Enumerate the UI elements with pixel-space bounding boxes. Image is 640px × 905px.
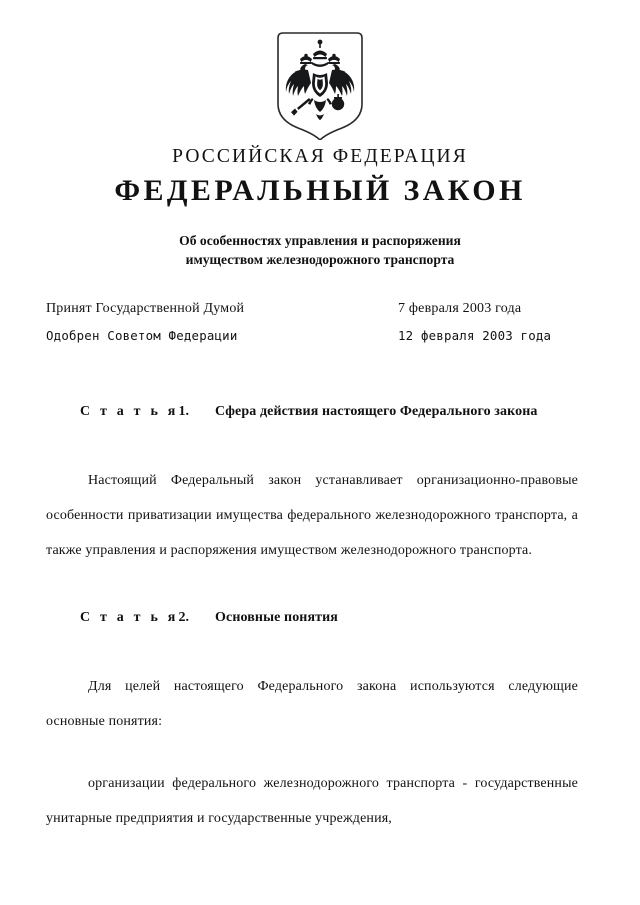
document-subtitle: [0, 231, 640, 270]
article-1-paragraph-1: Настоящий Федеральный закон устанавливает организационно-правовые особенности приватизации имущества федерального железнодорожного транспорта, а также управления и распоряжения имуществом железнодорожного транспорта.: [46, 472, 578, 558]
spacer: [46, 739, 578, 766]
article-title-2: Основные понятия: [215, 609, 338, 625]
article-title-1: Сфера действия настоящего Федерального закона: [215, 404, 538, 419]
article-2-paragraph-1: Для целей настоящего Федерального закона используются следующие основные понятия:: [46, 678, 578, 729]
spacer: [46, 627, 578, 669]
article-marker-word-2: С т а т ь я: [80, 609, 179, 625]
emblem-container: [0, 28, 640, 140]
law-title: ФЕДЕРАЛЬНЫЙ ЗАКОН: [114, 174, 526, 208]
subtitle-line-1: Об особенностях управления и распоряжения: [179, 233, 461, 248]
adoption-date-council: 12 февраля 2003 года: [398, 328, 552, 343]
adoption-date-duma: 7 февраля 2003 года: [398, 301, 522, 316]
article-heading-2: [80, 610, 578, 627]
country-title: РОССИЙСКАЯ ФЕДЕРАЦИЯ: [172, 146, 468, 167]
adoption-label-duma: Принят Государственной Думой: [46, 301, 245, 316]
adoption-row-council: [46, 328, 578, 355]
adoption-row-duma: [46, 301, 578, 328]
document-body: [46, 404, 578, 836]
title-block: [0, 146, 640, 208]
subtitle-line-2: имуществом железнодорожного транспорта: [185, 252, 455, 268]
adoption-block: [46, 301, 578, 355]
article-marker-number-1: 1.: [178, 404, 190, 419]
article-2-paragraph-2: организации федерального железнодорожного транспорта - государственные унитарные предприятия и государственные учреждения,: [46, 775, 578, 826]
russian-coat-of-arms-icon: [272, 28, 368, 140]
article-heading-1: [80, 404, 578, 421]
article-marker-word-1: С т а т ь я: [80, 404, 179, 419]
spacer: [46, 421, 578, 463]
spacer: [46, 568, 578, 610]
adoption-label-council: Одобрен Советом Федерации: [46, 328, 238, 343]
article-marker-number-2: 2.: [178, 609, 190, 625]
